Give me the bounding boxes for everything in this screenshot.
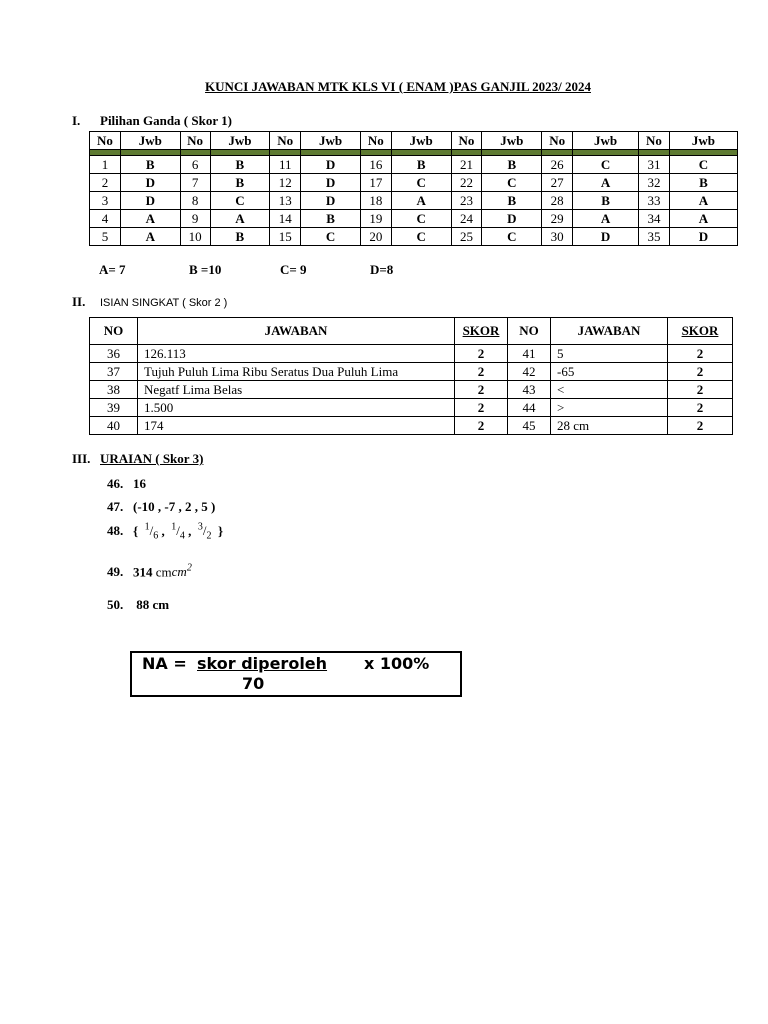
fraction-denominator: 2 (206, 530, 212, 542)
mc-answer: A (669, 192, 737, 210)
mc-answer: C (669, 156, 737, 174)
brace-close: } (218, 523, 224, 539)
mc-answer: D (482, 210, 542, 228)
ess-header-row (90, 318, 733, 345)
ess-number: 36 (90, 345, 138, 363)
mc-answer: C (391, 174, 451, 192)
mc-answer: B (482, 192, 542, 210)
mc-answer: D (301, 156, 361, 174)
fraction-numerator: 1 (171, 522, 177, 533)
mc-question-number: 6 (180, 156, 210, 174)
uraian-number: 47. (107, 499, 124, 514)
ess-answer: 28 cm (551, 417, 668, 435)
ess-answer: < (551, 381, 668, 399)
ess-number: 41 (508, 345, 551, 363)
uraian-answer: 16 (133, 476, 146, 491)
formula-denominator: 70 (242, 674, 265, 693)
ess-row (90, 345, 733, 363)
ess-answer: Tujuh Puluh Lima Ribu Seratus Dua Puluh Lima (138, 363, 455, 381)
mc-answer: B (120, 156, 180, 174)
unit-cm: cm (155, 564, 172, 580)
fraction-1-4: $^1/_4$ (171, 522, 185, 542)
fraction-denominator: 6 (153, 530, 159, 542)
ess-score: 2 (455, 363, 508, 381)
mc-question-number: 31 (639, 156, 670, 174)
mc-question-number: 13 (270, 192, 301, 210)
mc-header-no: No (270, 132, 301, 150)
mc-answer: A (391, 192, 451, 210)
mc-answer: C (210, 192, 270, 210)
mc-answer: C (391, 228, 451, 246)
mc-answer: B (669, 174, 737, 192)
mc-question-number: 35 (639, 228, 670, 246)
mc-question-number: 29 (542, 210, 573, 228)
mc-answer: C (482, 174, 542, 192)
mc-question-number: 17 (360, 174, 391, 192)
mc-question-number: 9 (180, 210, 210, 228)
mc-answer: C (301, 228, 361, 246)
ess-answer: 126.113 (138, 345, 455, 363)
section-3-number: III. (72, 451, 91, 466)
mc-question-number: 26 (542, 156, 573, 174)
uraian-item-47 (107, 499, 215, 515)
mc-answer: C (573, 156, 639, 174)
uraian-number: 48. (107, 523, 124, 539)
unit-cm-italic (172, 564, 192, 579)
mc-header-row (90, 132, 738, 150)
mc-question-number: 19 (360, 210, 391, 228)
ess-number: 40 (90, 417, 138, 435)
mc-question-number: 11 (270, 156, 301, 174)
mc-row (90, 192, 738, 210)
mc-header-jwb: Jwb (120, 132, 180, 150)
fraction-1-6: $^1/_6$ (144, 522, 159, 542)
uraian-answer: 88 cm (136, 597, 170, 612)
mc-header-no: No (639, 132, 670, 150)
uraian-item-46 (107, 476, 146, 492)
mc-answer: D (120, 192, 180, 210)
mc-header-no: No (90, 132, 121, 150)
short-answer-table (89, 317, 733, 435)
fraction-numerator: 3 (197, 522, 203, 533)
ess-score: 2 (668, 381, 733, 399)
mc-question-number: 22 (451, 174, 482, 192)
mc-answer: D (573, 228, 639, 246)
ess-score: 2 (455, 399, 508, 417)
section-2-heading (72, 294, 227, 310)
ess-score: 2 (668, 399, 733, 417)
mc-question-number: 5 (90, 228, 121, 246)
mc-question-number: 1 (90, 156, 121, 174)
mc-question-number: 30 (542, 228, 573, 246)
score-formula-box (130, 651, 462, 697)
section-1-number: I. (72, 113, 81, 128)
ess-header-jawaban: JAWABAN (138, 318, 455, 345)
ess-number: 44 (508, 399, 551, 417)
ess-row (90, 399, 733, 417)
ess-score: 2 (668, 345, 733, 363)
ess-number: 39 (90, 399, 138, 417)
mc-header-jwb: Jwb (301, 132, 361, 150)
mc-header-no: No (180, 132, 210, 150)
mc-answer: A (573, 174, 639, 192)
mc-answer: A (669, 210, 737, 228)
count-b: B =10 (189, 262, 222, 277)
mc-header-jwb: Jwb (210, 132, 270, 150)
mc-answer: B (210, 156, 270, 174)
mc-row (90, 174, 738, 192)
mc-question-number: 27 (542, 174, 573, 192)
count-d: D=8 (370, 262, 394, 277)
ess-score: 2 (668, 363, 733, 381)
ess-row (90, 417, 733, 435)
mc-header-no: No (542, 132, 573, 150)
ess-answer: 1.500 (138, 399, 455, 417)
uraian-answer: 314 (133, 564, 153, 580)
fraction-denominator: 4 (179, 530, 185, 542)
uraian-item-48: 48. { $^1/_6$ , $^1/_4$ , $^3/_2$ } (107, 522, 224, 542)
mc-question-number: 10 (180, 228, 210, 246)
mc-answer: B (573, 192, 639, 210)
uraian-number: 46. (107, 476, 124, 491)
mc-answer: D (120, 174, 180, 192)
ess-score: 2 (455, 345, 508, 363)
mc-row (90, 210, 738, 228)
mc-question-number: 25 (451, 228, 482, 246)
ess-answer: 5 (551, 345, 668, 363)
mc-answer: A (120, 210, 180, 228)
ess-header-no: NO (90, 318, 138, 345)
mc-question-number: 20 (360, 228, 391, 246)
mc-answer: C (482, 228, 542, 246)
mc-question-number: 12 (270, 174, 301, 192)
formula-lhs: NA = (142, 654, 187, 673)
ess-header-skor: SKOR (455, 318, 508, 345)
ess-number: 37 (90, 363, 138, 381)
mc-question-number: 28 (542, 192, 573, 210)
multiple-choice-table (89, 131, 738, 246)
ess-answer: -65 (551, 363, 668, 381)
uraian-number: 50. (107, 597, 124, 612)
count-c: C= 9 (280, 262, 307, 277)
mc-header-jwb: Jwb (669, 132, 737, 150)
mc-answer: A (210, 210, 270, 228)
formula-multiplier: x 100% (364, 654, 430, 673)
mc-row (90, 228, 738, 246)
mc-answer: A (573, 210, 639, 228)
uraian-item-50 (107, 597, 169, 613)
mc-answer: D (301, 174, 361, 192)
mc-answer: D (301, 192, 361, 210)
ess-number: 43 (508, 381, 551, 399)
mc-answer: B (301, 210, 361, 228)
mc-question-number: 15 (270, 228, 301, 246)
ess-header-jawaban-2: JAWABAN (551, 318, 668, 345)
uraian-answer: (-10 , -7 , 2 , 5 ) (133, 499, 216, 514)
ess-answer: > (551, 399, 668, 417)
mc-header-jwb: Jwb (482, 132, 542, 150)
mc-answer: D (669, 228, 737, 246)
mc-question-number: 3 (90, 192, 121, 210)
mc-question-number: 21 (451, 156, 482, 174)
mc-answer: B (391, 156, 451, 174)
mc-question-number: 2 (90, 174, 121, 192)
ess-score: 2 (668, 417, 733, 435)
mc-question-number: 33 (639, 192, 670, 210)
ess-score: 2 (455, 381, 508, 399)
ess-number: 38 (90, 381, 138, 399)
mc-header-jwb: Jwb (391, 132, 451, 150)
section-3-heading (72, 451, 203, 467)
mc-question-number: 14 (270, 210, 301, 228)
count-a: A= 7 (99, 262, 126, 277)
mc-question-number: 4 (90, 210, 121, 228)
section-2-label: ISIAN SINGKAT ( Skor 2 ) (100, 297, 228, 309)
ess-row (90, 381, 733, 399)
mc-question-number: 7 (180, 174, 210, 192)
unit-cm-label: cm (171, 564, 187, 580)
fraction-3-2: $^3/_2$ (197, 522, 212, 542)
fraction-numerator: 1 (144, 522, 150, 533)
section-3-label: URAIAN ( Skor 3) (100, 451, 204, 466)
formula-numerator: skor diperoleh (197, 654, 328, 673)
mc-question-number: 16 (360, 156, 391, 174)
ess-number: 42 (508, 363, 551, 381)
ess-answer: Negatf Lima Belas (138, 381, 455, 399)
mc-question-number: 32 (639, 174, 670, 192)
mc-question-number: 8 (180, 192, 210, 210)
ess-header-skor-2: SKOR (668, 318, 733, 345)
mc-question-number: 24 (451, 210, 482, 228)
mc-question-number: 18 (360, 192, 391, 210)
mc-answer: C (391, 210, 451, 228)
section-1-heading (72, 113, 232, 129)
ess-number: 45 (508, 417, 551, 435)
mc-header-no: No (451, 132, 482, 150)
mc-answer: A (120, 228, 180, 246)
mc-row (90, 156, 738, 174)
mc-question-number: 23 (451, 192, 482, 210)
mc-question-number: 34 (639, 210, 670, 228)
mc-header-no: No (360, 132, 391, 150)
mc-answer: B (482, 156, 542, 174)
section-1-label: Pilihan Ganda ( Skor 1) (100, 113, 232, 128)
mc-answer: B (210, 228, 270, 246)
mc-answer: B (210, 174, 270, 192)
mc-header-jwb: Jwb (573, 132, 639, 150)
uraian-item-49 (107, 563, 192, 580)
ess-answer: 174 (138, 417, 455, 435)
section-2-number: II. (72, 294, 86, 309)
unit-exponent: 2 (186, 563, 192, 574)
uraian-number: 49. (107, 564, 124, 580)
ess-row (90, 363, 733, 381)
page-title: KUNCI JAWABAN MTK KLS VI ( ENAM )PAS GANJIL 2023/ 2024 (205, 79, 591, 94)
ess-header-no-2: NO (508, 318, 551, 345)
brace-open: { (133, 523, 139, 539)
ess-score: 2 (455, 417, 508, 435)
